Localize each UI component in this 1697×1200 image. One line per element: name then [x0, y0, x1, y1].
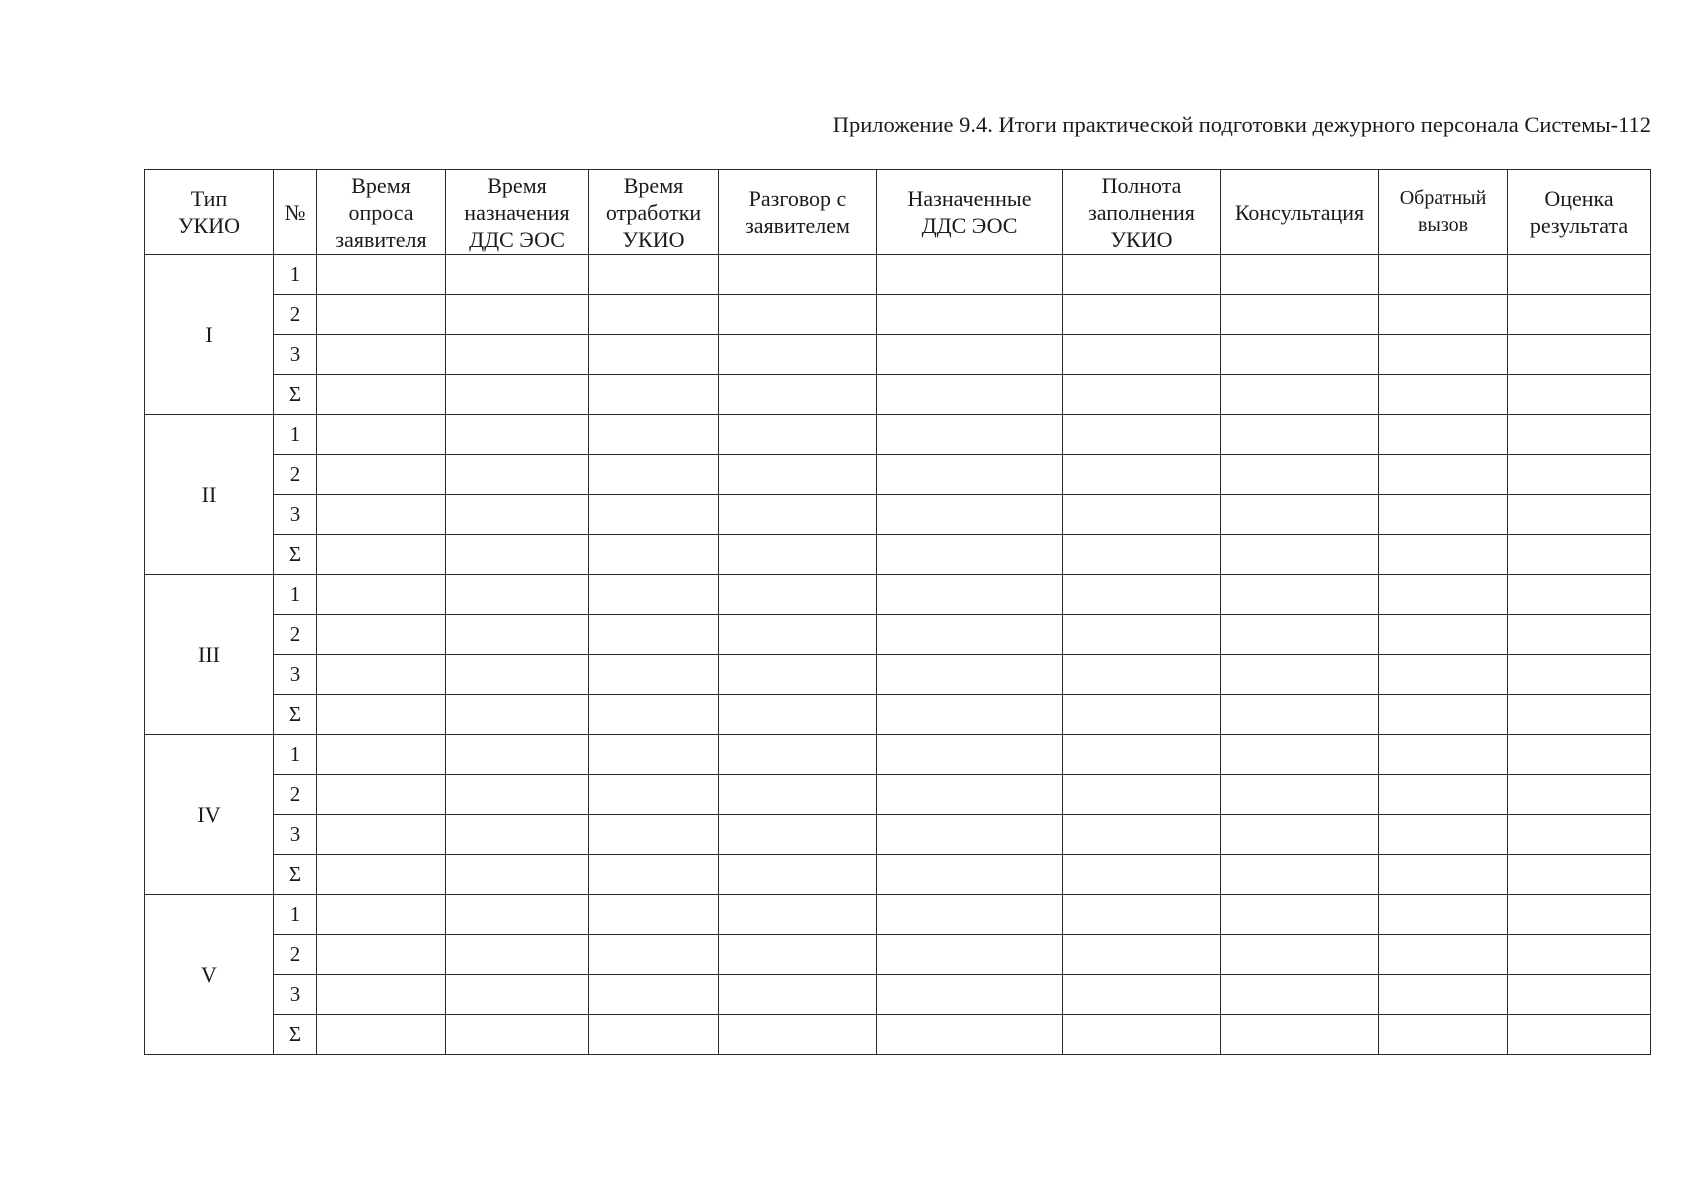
callback-cell[interactable]	[1379, 615, 1508, 655]
evaluation-cell[interactable]	[1508, 615, 1651, 655]
conversation-cell[interactable]	[719, 775, 877, 815]
poll-time-cell[interactable]	[317, 1015, 446, 1055]
completeness-cell[interactable]	[1063, 535, 1221, 575]
ukio-type-cell: II	[145, 415, 274, 575]
header-line: Оценка	[1544, 186, 1614, 211]
conversation-cell[interactable]	[719, 495, 877, 535]
process-time-cell[interactable]	[589, 615, 719, 655]
evaluation-cell[interactable]	[1508, 575, 1651, 615]
consultation-cell[interactable]	[1221, 615, 1379, 655]
poll-time-cell[interactable]	[317, 975, 446, 1015]
consultation-cell[interactable]	[1221, 655, 1379, 695]
completeness-cell[interactable]	[1063, 655, 1221, 695]
table-row	[145, 295, 1651, 335]
assigned-cell[interactable]	[877, 615, 1063, 655]
consultation-cell[interactable]	[1221, 535, 1379, 575]
header-assigned	[877, 170, 1063, 255]
assign-time-cell[interactable]	[446, 895, 589, 935]
consultation-cell[interactable]	[1221, 255, 1379, 295]
process-time-cell[interactable]	[589, 895, 719, 935]
ukio-type-cell: V	[145, 895, 274, 1055]
completeness-cell[interactable]	[1063, 935, 1221, 975]
row-number-cell: 2	[274, 455, 317, 495]
assign-time-cell[interactable]	[446, 655, 589, 695]
assigned-cell[interactable]	[877, 975, 1063, 1015]
completeness-cell[interactable]	[1063, 575, 1221, 615]
conversation-cell[interactable]	[719, 935, 877, 975]
ukio-type-cell: III	[145, 575, 274, 735]
evaluation-cell[interactable]	[1508, 455, 1651, 495]
conversation-cell[interactable]	[719, 535, 877, 575]
conversation-cell[interactable]	[719, 655, 877, 695]
header-number-label: №	[284, 199, 306, 225]
header-line: назначения	[464, 199, 570, 225]
evaluation-cell[interactable]	[1508, 335, 1651, 375]
header-completeness	[1063, 170, 1221, 255]
callback-cell[interactable]	[1379, 1015, 1508, 1055]
evaluation-cell[interactable]	[1508, 855, 1651, 895]
header-line: Полнота	[1101, 172, 1182, 198]
evaluation-cell[interactable]	[1508, 775, 1651, 815]
evaluation-cell[interactable]	[1508, 815, 1651, 855]
table-row	[145, 855, 1651, 895]
table-row	[145, 815, 1651, 855]
row-number-cell: 1	[274, 895, 317, 935]
callback-cell[interactable]	[1379, 295, 1508, 335]
assigned-cell[interactable]	[877, 495, 1063, 535]
evaluation-cell[interactable]	[1508, 975, 1651, 1015]
table-row	[145, 655, 1651, 695]
row-number-cell: 1	[274, 415, 317, 455]
process-time-cell[interactable]	[589, 295, 719, 335]
callback-cell[interactable]	[1379, 895, 1508, 935]
row-number-cell: 2	[274, 615, 317, 655]
conversation-cell[interactable]	[719, 895, 877, 935]
poll-time-cell[interactable]	[317, 695, 446, 735]
row-number-cell: 3	[274, 495, 317, 535]
assign-time-cell[interactable]	[446, 255, 589, 295]
assigned-cell[interactable]	[877, 895, 1063, 935]
table-row	[145, 495, 1651, 535]
process-time-cell[interactable]	[589, 1015, 719, 1055]
row-number-cell: Σ	[274, 695, 317, 735]
table-row	[145, 535, 1651, 575]
process-time-cell[interactable]	[589, 415, 719, 455]
process-time-cell[interactable]	[589, 935, 719, 975]
table-body	[145, 255, 1651, 1055]
poll-time-cell[interactable]	[317, 735, 446, 775]
row-number-cell: 2	[274, 775, 317, 815]
header-number	[274, 170, 317, 255]
consultation-cell[interactable]	[1221, 455, 1379, 495]
poll-time-cell[interactable]	[317, 335, 446, 375]
completeness-cell[interactable]	[1063, 775, 1221, 815]
row-number-cell: 1	[274, 735, 317, 775]
consultation-cell[interactable]	[1221, 815, 1379, 855]
header-line: Время	[623, 172, 684, 198]
assigned-cell[interactable]	[877, 295, 1063, 335]
header-line: ДДС ЭОС	[921, 213, 1018, 238]
row-number-cell: 3	[274, 975, 317, 1015]
conversation-cell[interactable]	[719, 295, 877, 335]
conversation-cell[interactable]	[719, 735, 877, 775]
process-time-cell[interactable]	[589, 255, 719, 295]
conversation-cell[interactable]	[719, 375, 877, 415]
table-row	[145, 695, 1651, 735]
header-callback	[1379, 170, 1508, 255]
header-type	[145, 170, 274, 255]
header-line: вызов	[1417, 214, 1469, 236]
consultation-cell[interactable]	[1221, 575, 1379, 615]
conversation-cell[interactable]	[719, 855, 877, 895]
consultation-cell[interactable]	[1221, 375, 1379, 415]
header-line: результата	[1529, 213, 1629, 238]
completeness-cell[interactable]	[1063, 975, 1221, 1015]
assigned-cell[interactable]	[877, 415, 1063, 455]
process-time-cell[interactable]	[589, 575, 719, 615]
training-results-table	[144, 169, 1651, 1055]
row-number-cell: 1	[274, 575, 317, 615]
assigned-cell[interactable]	[877, 255, 1063, 295]
ukio-type-cell: I	[145, 255, 274, 415]
process-time-cell[interactable]	[589, 495, 719, 535]
assigned-cell[interactable]	[877, 735, 1063, 775]
callback-cell[interactable]	[1379, 495, 1508, 535]
assigned-cell[interactable]	[877, 935, 1063, 975]
evaluation-cell[interactable]	[1508, 655, 1651, 695]
process-time-cell[interactable]	[589, 855, 719, 895]
process-time-cell[interactable]	[589, 375, 719, 415]
assigned-cell[interactable]	[877, 535, 1063, 575]
callback-cell[interactable]	[1379, 855, 1508, 895]
assign-time-cell[interactable]	[446, 735, 589, 775]
conversation-cell[interactable]	[719, 415, 877, 455]
header-line: УКИО	[622, 226, 685, 252]
assigned-cell[interactable]	[877, 575, 1063, 615]
row-number-cell: 3	[274, 335, 317, 375]
callback-cell[interactable]	[1379, 775, 1508, 815]
conversation-cell[interactable]	[719, 575, 877, 615]
header-line: УКИО	[1110, 226, 1173, 252]
header-line: отработки	[605, 199, 702, 225]
row-number-cell: 2	[274, 935, 317, 975]
header-assign-time	[446, 170, 589, 255]
assign-time-cell[interactable]	[446, 1015, 589, 1055]
callback-cell[interactable]	[1379, 335, 1508, 375]
poll-time-cell[interactable]	[317, 495, 446, 535]
table-row	[145, 255, 1651, 295]
row-number-cell: Σ	[274, 375, 317, 415]
consultation-cell[interactable]	[1221, 895, 1379, 935]
evaluation-cell[interactable]	[1508, 895, 1651, 935]
assign-time-cell[interactable]	[446, 775, 589, 815]
row-number-cell: 3	[274, 655, 317, 695]
poll-time-cell[interactable]	[317, 375, 446, 415]
callback-cell[interactable]	[1379, 415, 1508, 455]
poll-time-cell[interactable]	[317, 815, 446, 855]
completeness-cell[interactable]	[1063, 375, 1221, 415]
callback-cell[interactable]	[1379, 455, 1508, 495]
assign-time-cell[interactable]	[446, 935, 589, 975]
header-line: Время	[351, 172, 411, 198]
completeness-cell[interactable]	[1063, 895, 1221, 935]
evaluation-cell[interactable]	[1508, 1015, 1651, 1055]
completeness-cell[interactable]	[1063, 495, 1221, 535]
conversation-cell[interactable]	[719, 615, 877, 655]
assign-time-cell[interactable]	[446, 695, 589, 735]
callback-cell[interactable]	[1379, 695, 1508, 735]
conversation-cell[interactable]	[719, 815, 877, 855]
callback-cell[interactable]	[1379, 535, 1508, 575]
callback-cell[interactable]	[1379, 255, 1508, 295]
process-time-cell[interactable]	[589, 535, 719, 575]
header-line: Назначенные	[907, 186, 1032, 211]
process-time-cell[interactable]	[589, 975, 719, 1015]
poll-time-cell[interactable]	[317, 855, 446, 895]
ukio-type-cell: IV	[145, 735, 274, 895]
consultation-cell[interactable]	[1221, 935, 1379, 975]
row-number-cell: Σ	[274, 1015, 317, 1055]
consultation-cell[interactable]	[1221, 775, 1379, 815]
poll-time-cell[interactable]	[317, 935, 446, 975]
header-type-line: Тип	[190, 186, 228, 211]
header-process-time	[589, 170, 719, 255]
assigned-cell[interactable]	[877, 775, 1063, 815]
process-time-cell[interactable]	[589, 815, 719, 855]
poll-time-cell[interactable]	[317, 295, 446, 335]
assign-time-cell[interactable]	[446, 335, 589, 375]
table-row	[145, 455, 1651, 495]
row-number-cell: 3	[274, 815, 317, 855]
callback-cell[interactable]	[1379, 815, 1508, 855]
header-poll-time	[317, 170, 446, 255]
header-evaluation	[1508, 170, 1651, 255]
completeness-cell[interactable]	[1063, 815, 1221, 855]
process-time-cell[interactable]	[589, 335, 719, 375]
conversation-cell[interactable]	[719, 455, 877, 495]
table-row	[145, 615, 1651, 655]
assign-time-cell[interactable]	[446, 415, 589, 455]
assign-time-cell[interactable]	[446, 815, 589, 855]
completeness-cell[interactable]	[1063, 295, 1221, 335]
header-line: ДДС ЭОС	[469, 226, 565, 252]
header-consultation	[1221, 170, 1379, 255]
evaluation-cell[interactable]	[1508, 935, 1651, 975]
table-row	[145, 335, 1651, 375]
poll-time-cell[interactable]	[317, 895, 446, 935]
assign-time-cell[interactable]	[446, 615, 589, 655]
callback-cell[interactable]	[1379, 575, 1508, 615]
consultation-cell[interactable]	[1221, 735, 1379, 775]
table-row	[145, 575, 1651, 615]
conversation-cell[interactable]	[719, 335, 877, 375]
assigned-cell[interactable]	[877, 455, 1063, 495]
poll-time-cell[interactable]	[317, 615, 446, 655]
completeness-cell[interactable]	[1063, 255, 1221, 295]
poll-time-cell[interactable]	[317, 535, 446, 575]
assigned-cell[interactable]	[877, 1015, 1063, 1055]
consultation-cell[interactable]	[1221, 295, 1379, 335]
assigned-cell[interactable]	[877, 375, 1063, 415]
completeness-cell[interactable]	[1063, 735, 1221, 775]
assign-time-cell[interactable]	[446, 855, 589, 895]
evaluation-cell[interactable]	[1508, 415, 1651, 455]
conversation-cell[interactable]	[719, 255, 877, 295]
poll-time-cell[interactable]	[317, 775, 446, 815]
consultation-cell[interactable]	[1221, 855, 1379, 895]
evaluation-cell[interactable]	[1508, 695, 1651, 735]
table-row	[145, 415, 1651, 455]
row-number-cell: Σ	[274, 855, 317, 895]
header-line: опроса	[348, 199, 414, 225]
poll-time-cell[interactable]	[317, 415, 446, 455]
row-number-cell: 1	[274, 255, 317, 295]
conversation-cell[interactable]	[719, 1015, 877, 1055]
assign-time-cell[interactable]	[446, 455, 589, 495]
poll-time-cell[interactable]	[317, 655, 446, 695]
consultation-cell[interactable]	[1221, 695, 1379, 735]
assign-time-cell[interactable]	[446, 375, 589, 415]
table-row	[145, 975, 1651, 1015]
assigned-cell[interactable]	[877, 655, 1063, 695]
header-line: заполнения	[1088, 199, 1195, 225]
completeness-cell[interactable]	[1063, 695, 1221, 735]
table-row	[145, 935, 1651, 975]
assign-time-cell[interactable]	[446, 975, 589, 1015]
evaluation-cell[interactable]	[1508, 535, 1651, 575]
callback-cell[interactable]	[1379, 935, 1508, 975]
header-conversation	[719, 170, 877, 255]
table-row	[145, 1015, 1651, 1055]
header-line: заявителя	[335, 226, 427, 252]
completeness-cell[interactable]	[1063, 415, 1221, 455]
header-row	[145, 170, 1651, 255]
evaluation-cell[interactable]	[1508, 255, 1651, 295]
process-time-cell[interactable]	[589, 775, 719, 815]
header-line: Разговор с	[748, 186, 847, 211]
poll-time-cell[interactable]	[317, 255, 446, 295]
consultation-cell[interactable]	[1221, 415, 1379, 455]
evaluation-cell[interactable]	[1508, 295, 1651, 335]
completeness-cell[interactable]	[1063, 335, 1221, 375]
row-number-cell: 2	[274, 295, 317, 335]
process-time-cell[interactable]	[589, 695, 719, 735]
header-line: Консультация	[1234, 199, 1365, 225]
assigned-cell[interactable]	[877, 335, 1063, 375]
consultation-cell[interactable]	[1221, 975, 1379, 1015]
poll-time-cell[interactable]	[317, 455, 446, 495]
row-number-cell: Σ	[274, 535, 317, 575]
consultation-cell[interactable]	[1221, 335, 1379, 375]
appendix-caption: Приложение 9.4. Итоги практической подготовки дежурного персонала Системы-112	[832, 112, 1651, 137]
assign-time-cell[interactable]	[446, 575, 589, 615]
process-time-cell[interactable]	[589, 455, 719, 495]
assigned-cell[interactable]	[877, 815, 1063, 855]
table-row	[145, 895, 1651, 935]
evaluation-cell[interactable]	[1508, 375, 1651, 415]
callback-cell[interactable]	[1379, 375, 1508, 415]
consultation-cell[interactable]	[1221, 495, 1379, 535]
completeness-cell[interactable]	[1063, 1015, 1221, 1055]
consultation-cell[interactable]	[1221, 1015, 1379, 1055]
poll-time-cell[interactable]	[317, 575, 446, 615]
header-line: Время	[487, 172, 547, 198]
table-row	[145, 735, 1651, 775]
callback-cell[interactable]	[1379, 975, 1508, 1015]
completeness-cell[interactable]	[1063, 855, 1221, 895]
assign-time-cell[interactable]	[446, 535, 589, 575]
header-type-line: УКИО	[177, 213, 241, 238]
assigned-cell[interactable]	[877, 855, 1063, 895]
table-row	[145, 775, 1651, 815]
evaluation-cell[interactable]	[1508, 735, 1651, 775]
completeness-cell[interactable]	[1063, 455, 1221, 495]
header-line: Обратный	[1399, 187, 1487, 209]
assign-time-cell[interactable]	[446, 495, 589, 535]
callback-cell[interactable]	[1379, 655, 1508, 695]
process-time-cell[interactable]	[589, 735, 719, 775]
header-line: заявителем	[745, 213, 850, 238]
conversation-cell[interactable]	[719, 695, 877, 735]
assigned-cell[interactable]	[877, 695, 1063, 735]
completeness-cell[interactable]	[1063, 615, 1221, 655]
table-row	[145, 375, 1651, 415]
evaluation-cell[interactable]	[1508, 495, 1651, 535]
process-time-cell[interactable]	[589, 655, 719, 695]
assign-time-cell[interactable]	[446, 295, 589, 335]
callback-cell[interactable]	[1379, 735, 1508, 775]
conversation-cell[interactable]	[719, 975, 877, 1015]
